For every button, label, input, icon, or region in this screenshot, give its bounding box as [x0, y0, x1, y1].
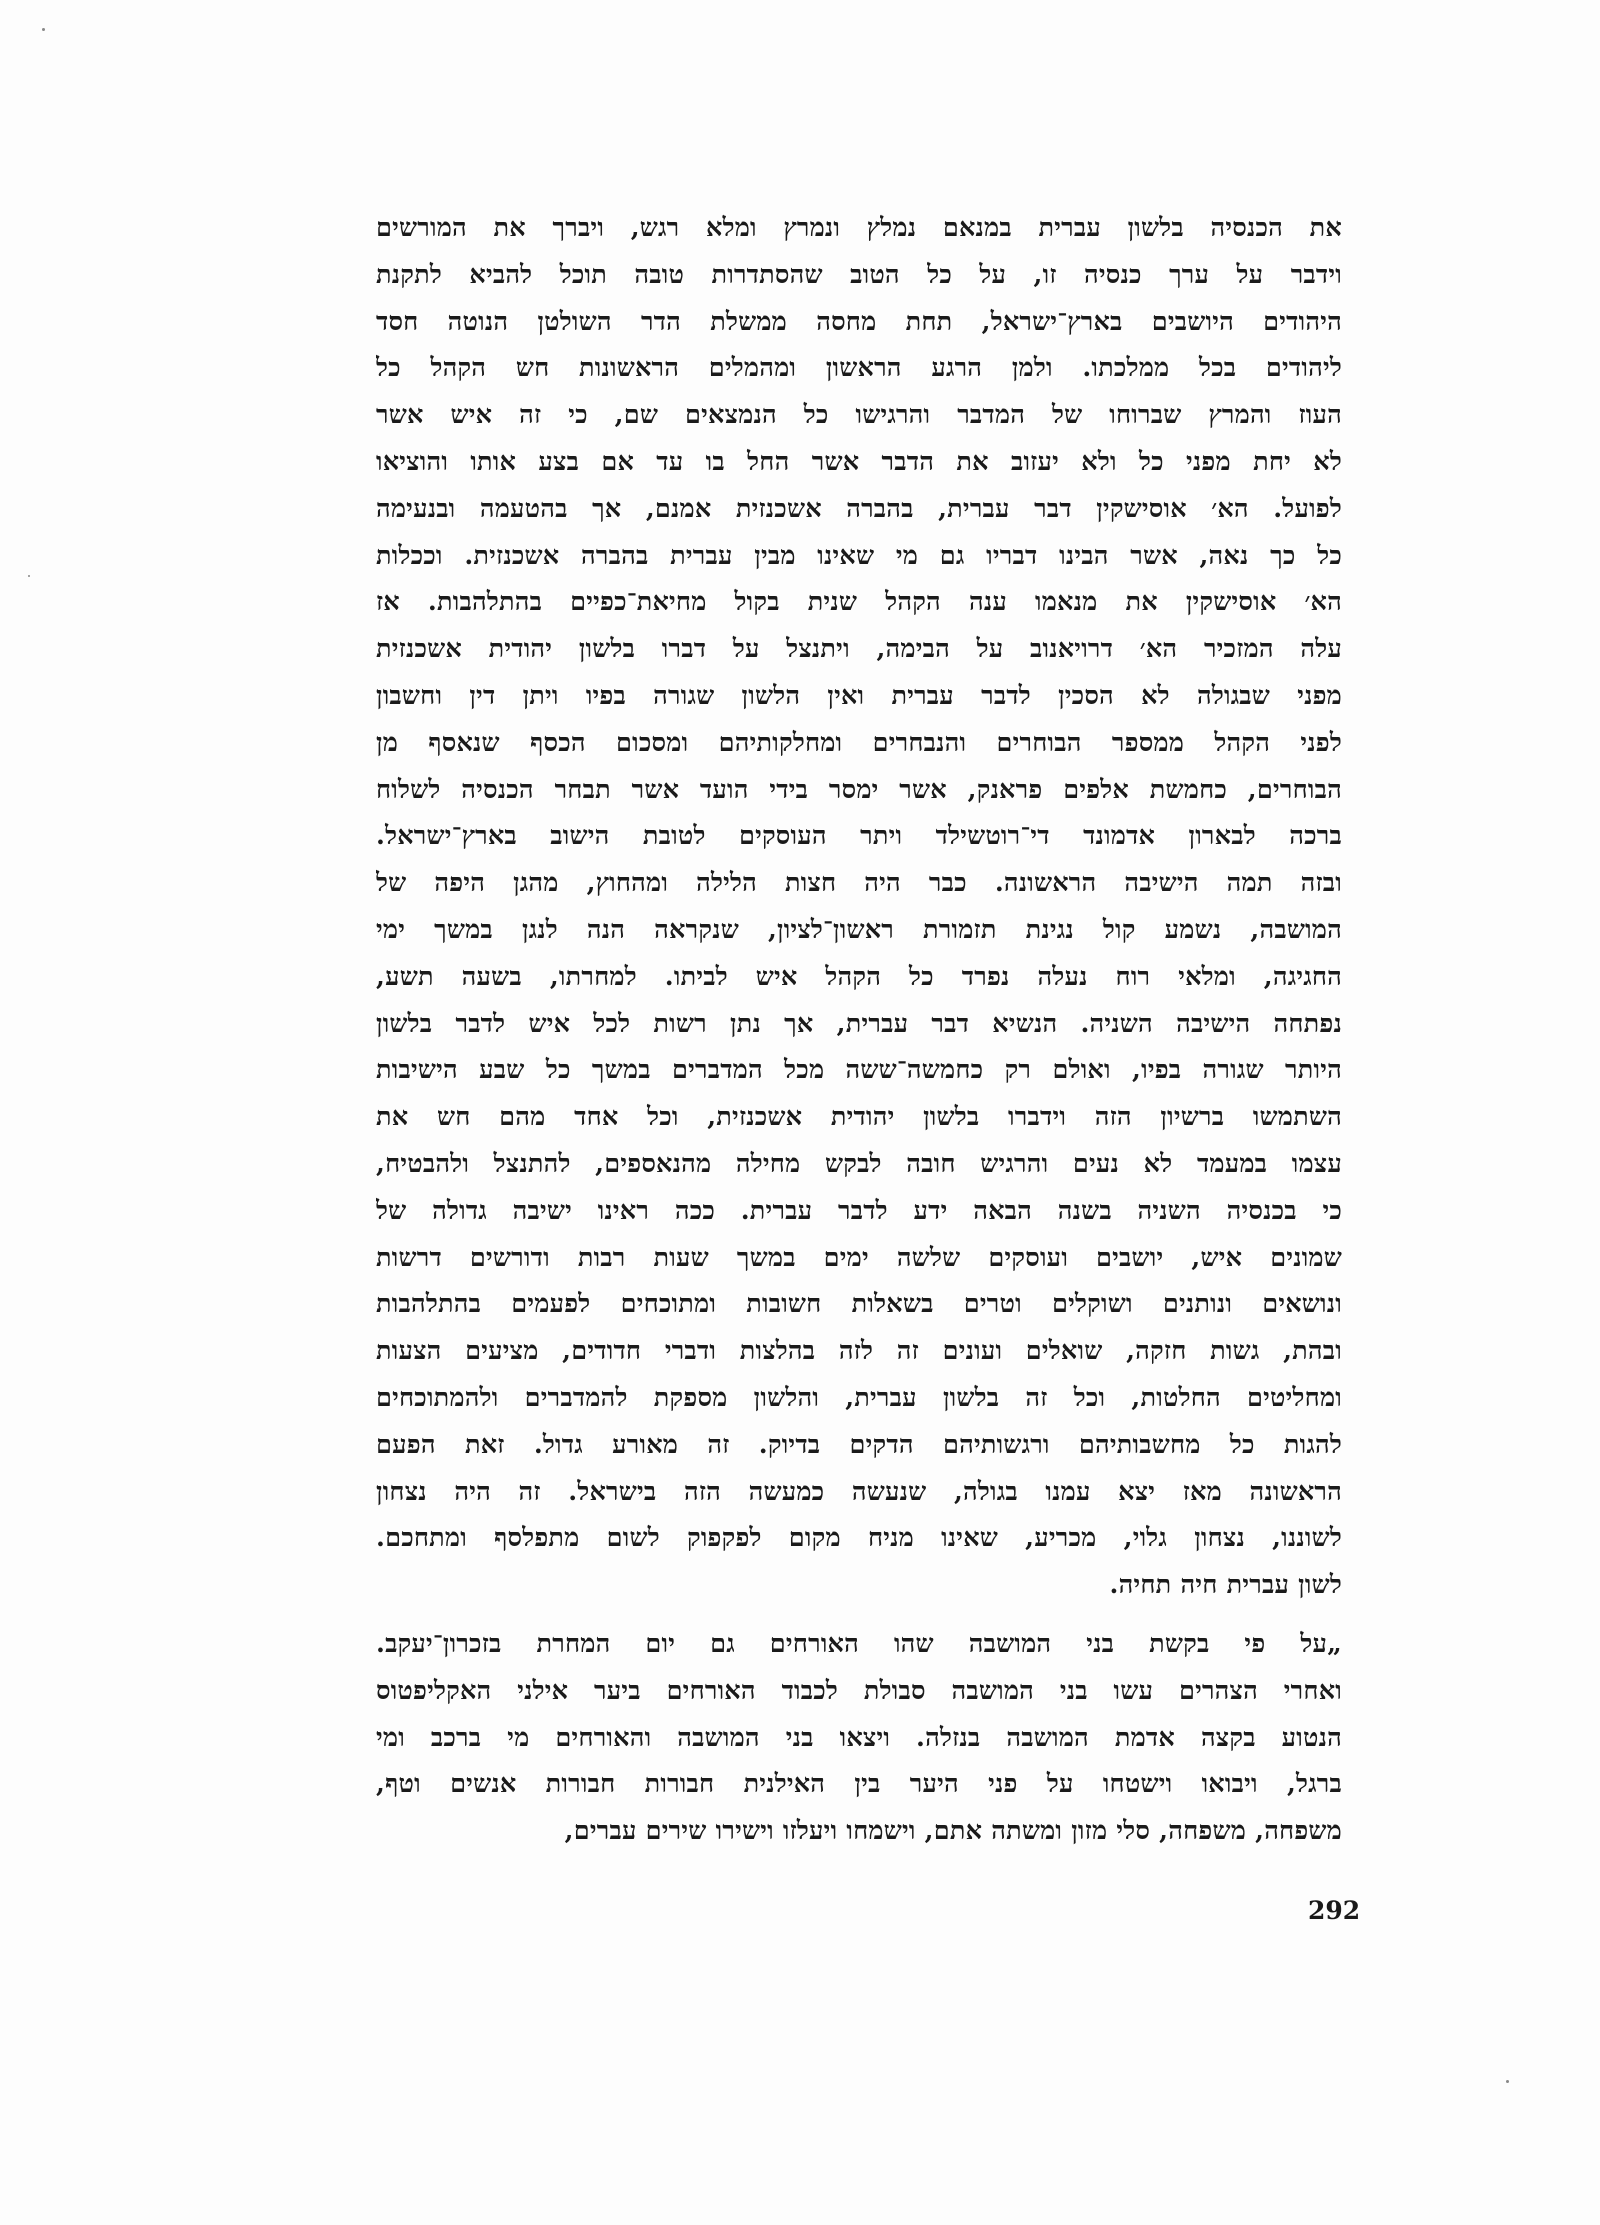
- text-line: את הכנסיה בלשון עברית במנאם נמלץ ונמרץ ומלא רגש, ויברך את המורשים: [376, 213, 1342, 243]
- text-line: היהודים היושבים בארץ־ישראל, תחת מחסה ממשלת הדר השולטן הנוטה חסד: [376, 306, 1342, 337]
- text-line: לא יחת מפני כל ולא יעזוב את הדבר אשר החל בו עד אם בצע אותו והוציאו: [376, 446, 1342, 477]
- text-line: ליהודים בכל ממלכתו. ולמן הרגע הראשון ומהמלים הראשונות חש הקהל כל: [376, 353, 1342, 384]
- body-text: [376, 205, 1342, 1855]
- text-line: המושבה, נשמע קול נגינת תזמורת ראשון־לציון, שנקראה הנה לנגן במשך ימי: [376, 914, 1342, 945]
- text-line: הבוחרים, כחמשת אלפים פראנק, אשר ימסר בידי הועד אשר תבחר הכנסיה לשלוח: [376, 774, 1342, 805]
- text-line: ונושאים ונותנים ושוקלים וטרים בשאלות חשובות ומתוכחים לפעמים בהתלהבות: [376, 1289, 1342, 1320]
- scan-speck: [28, 575, 30, 577]
- text-line: „על פי בקשת בני המושבה שהו האורחים גם יום המחרת בזכרון־יעקב.: [376, 1628, 1342, 1659]
- text-line: הא׳ אוסישקין את מנאמו ענה הקהל שנית בקול מחיאת־כפיים בהתלהבות. אז: [376, 587, 1342, 618]
- text-line: השתמשו ברשיון הזה וידברו בלשון יהודית אשכנזית, וכל אחד מהם חש את: [376, 1102, 1342, 1133]
- text-line: ובהת, גשות חזקה, שואלים ועונים זה לזה בהלצות ודברי חדודים, מציעים הצעות: [376, 1336, 1342, 1367]
- text-line: נפתחה הישיבה השניה. הנשיא דבר עברית, אך נתן רשות לכל איש לדבר בלשון: [376, 1008, 1342, 1039]
- text-line: לשוננו, נצחון גלוי, מכריע, שאינו מניח מקום לפקפוק לשום מתפלסף ומתחכם.: [376, 1523, 1342, 1554]
- text-line: היותר שגורה בפיו, ואולם רק כחמשה־ששה מכל המדברים במשך כל שבע הישיבות: [376, 1055, 1342, 1086]
- text-line: ומחליטים החלטות, וכל זה בלשון עברית, והלשון מספקת להמדברים ולהמתוכחים: [376, 1382, 1342, 1413]
- scan-speck: [42, 28, 45, 31]
- text-line: כל כך נאה, אשר הבינו דבריו גם מי שאינו מבין עברית בהברה אשכנזית. וככלות: [376, 540, 1342, 571]
- text-line: וידבר על ערך כנסיה זו, על כל הטוב שהסתדרות טובה תוכל להביא לתקנת: [376, 259, 1342, 290]
- text-line: מפני שבגולה לא הסכין לדבר עברית ואין הלשון שגורה בפיו ויתן דין וחשבון: [376, 680, 1342, 711]
- text-line: שמונים איש, יושבים ועוסקים שלשה ימים במשך שעות רבות ודורשים דרשות: [376, 1242, 1342, 1273]
- paragraph: [376, 205, 1342, 1609]
- text-line: עלה המזכיר הא׳ דרויאנוב על הבימה, ויתנצל על דברו בלשון יהודית אשכנזית: [376, 634, 1342, 665]
- text-line: לפני הקהל ממספר הבוחרים והנבחרים ומחלקותיהם ומסכום הכסף שנאסף מן: [376, 727, 1342, 758]
- text-line: ברגל, ויבואו וישטחו על פני היער בין האילנית חבורות חבורות אנשים וטף,: [376, 1769, 1342, 1800]
- text-line: ברכה לבארון אדמונד די־רוטשילד ויתר העוסקים לטובת הישוב בארץ־ישראל.: [376, 821, 1342, 852]
- text-line: ובזה תמה הישיבה הראשונה. כבר היה חצות הלילה ומהחוץ, מהגן היפה של: [376, 868, 1342, 899]
- text-line: כי בכנסיה השניה בשנה הבאה ידע לדבר עברית. ככה ראינו ישיבה גדולה של: [376, 1195, 1342, 1226]
- text-line: החגיגה, ומלאי רוח נעלה נפרד כל הקהל איש לביתו. למחרתו, בשעה תשע,: [376, 961, 1342, 992]
- text-line: להגות כל מחשבותיהם ורגשותיהם הדקים בדיוק. זה מאורע גדול. זאת הפעם: [376, 1429, 1342, 1460]
- paragraph: [376, 1621, 1342, 1855]
- text-line: לשון עברית חיה תחיה.: [1109, 1570, 1342, 1601]
- text-line: לפועל. הא׳ אוסישקין דבר עברית, בהברה אשכנזית אמנם, אך בהטעמה ובנעימה: [376, 493, 1342, 524]
- text-line: הראשונה מאז יצא עמנו בגולה, שנעשה כמעשה הזה בישראל. זה היה נצחון: [376, 1476, 1342, 1507]
- text-line: הנטוע בקצה אדמת המושבה בנזלה. ויצאו בני המושבה והאורחים מי ברכב ומי: [376, 1722, 1342, 1753]
- text-line: משפחה, משפחה, סלי מזון ומשתה אתם, וישמחו ויעלזו וישירו שירים עברים,: [564, 1816, 1342, 1847]
- text-line: העוז והמרץ שברוחו של המדבר והרגישו כל הנמצאים שם, כי זה איש אשר: [376, 400, 1342, 431]
- text-line: ואחרי הצהרים עשו בני המושבה סבולת לכבוד האורחים ביער אילני האקליפטוס: [376, 1675, 1342, 1706]
- page-number: 292: [1308, 1896, 1361, 1925]
- scan-speck: [1506, 2080, 1509, 2083]
- text-line: עצמו במעמד לא נעים והרגיש חובה לבקש מחילה מהנאספים, להתנצל ולהבטיח,: [376, 1148, 1342, 1179]
